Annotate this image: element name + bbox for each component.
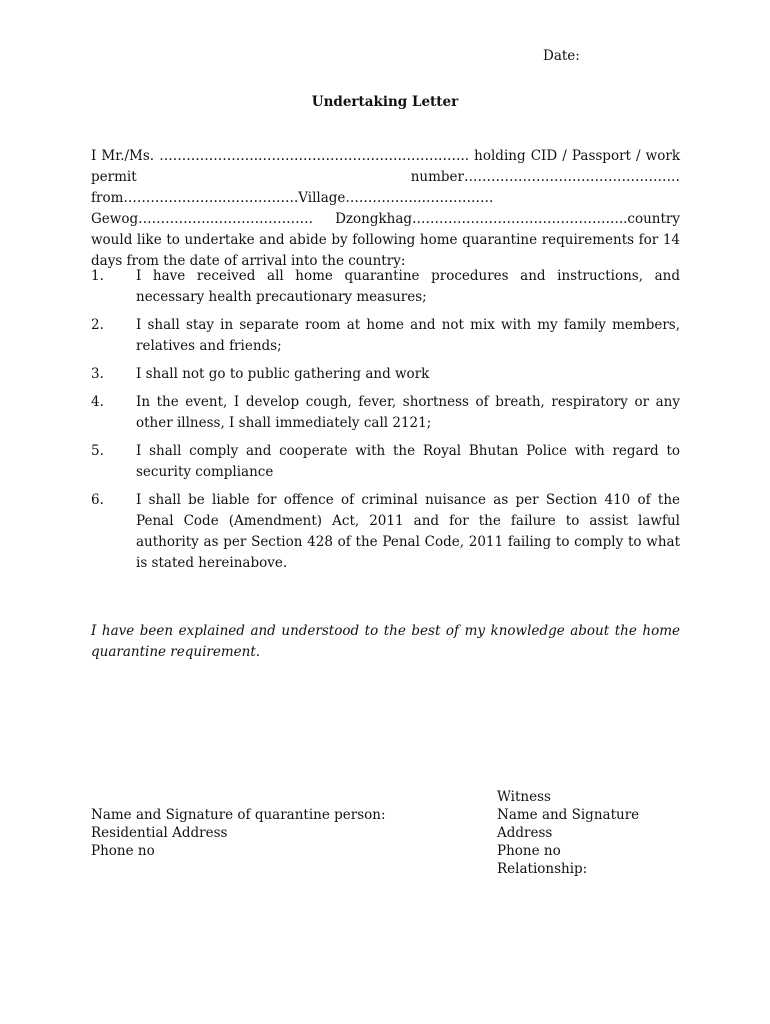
phone-label: Phone no <box>91 843 155 859</box>
date-label: Date: <box>543 48 580 64</box>
list-item-number: 2. <box>91 317 104 333</box>
quarantine-person-signature-block <box>91 806 386 860</box>
list-item <box>91 441 680 483</box>
witness-signature-block <box>497 788 639 878</box>
list-item-number: 1. <box>91 268 104 284</box>
list-item-number: 5. <box>91 443 104 459</box>
list-item-text: In the event, I develop cough, fever, shortness of breath, respiratory or any other illness, I shall immediately call 2121; <box>136 394 680 431</box>
list-item-number: 3. <box>91 366 104 382</box>
list-item-text: I shall stay in separate room at home and not mix with my family members, relatives and friends; <box>136 317 680 354</box>
list-item <box>91 392 680 434</box>
witness-phone-label: Phone no <box>497 843 561 859</box>
list-item-text: I shall not go to public gathering and work <box>136 366 430 382</box>
list-item-text: I shall be liable for offence of criminal nuisance as per Section 410 of the Penal Code (Amendment) Act, 2011 and for the failure to assist lawful authority as per Section 428 of the Penal Code, 2011 failing to comply to what is stated hereinabove. <box>136 492 680 571</box>
list-item-text: I shall comply and cooperate with the Royal Bhutan Police with regard to security compliance <box>136 443 680 480</box>
requirements-list <box>91 266 680 581</box>
list-item-number: 6. <box>91 492 104 508</box>
witness-heading: Witness <box>497 789 551 805</box>
residential-address-label: Residential Address <box>91 825 228 841</box>
list-item <box>91 315 680 357</box>
list-item-number: 4. <box>91 394 104 410</box>
name-signature-label: Name and Signature of quarantine person: <box>91 807 386 823</box>
witness-address-label: Address <box>497 825 553 841</box>
list-item <box>91 266 680 308</box>
list-item <box>91 490 680 574</box>
witness-name-signature-label: Name and Signature <box>497 807 640 823</box>
page-title: Undertaking Letter <box>311 94 459 110</box>
list-item-text: I have received all home quarantine procedures and instructions, and necessary health precautionary measures; <box>136 268 680 305</box>
witness-relationship-label: Relationship: <box>497 861 588 877</box>
intro-paragraph <box>91 146 680 272</box>
intro-text: I Mr./Ms. ………………….……………………………………….. holding CID / Passport / work permit number…………………………………………from…………………..…………….Village……………..……………. Gewog……………..…………………. Dzongkhag………………………………………...country would like to undertake and abide by following home quarantine requirements for 14 days from the date of arrival into the country: <box>91 148 680 269</box>
list-item <box>91 364 680 385</box>
declaration-statement: I have been explained and understood to the best of my knowledge about the home quarantine requirement. <box>91 623 680 660</box>
